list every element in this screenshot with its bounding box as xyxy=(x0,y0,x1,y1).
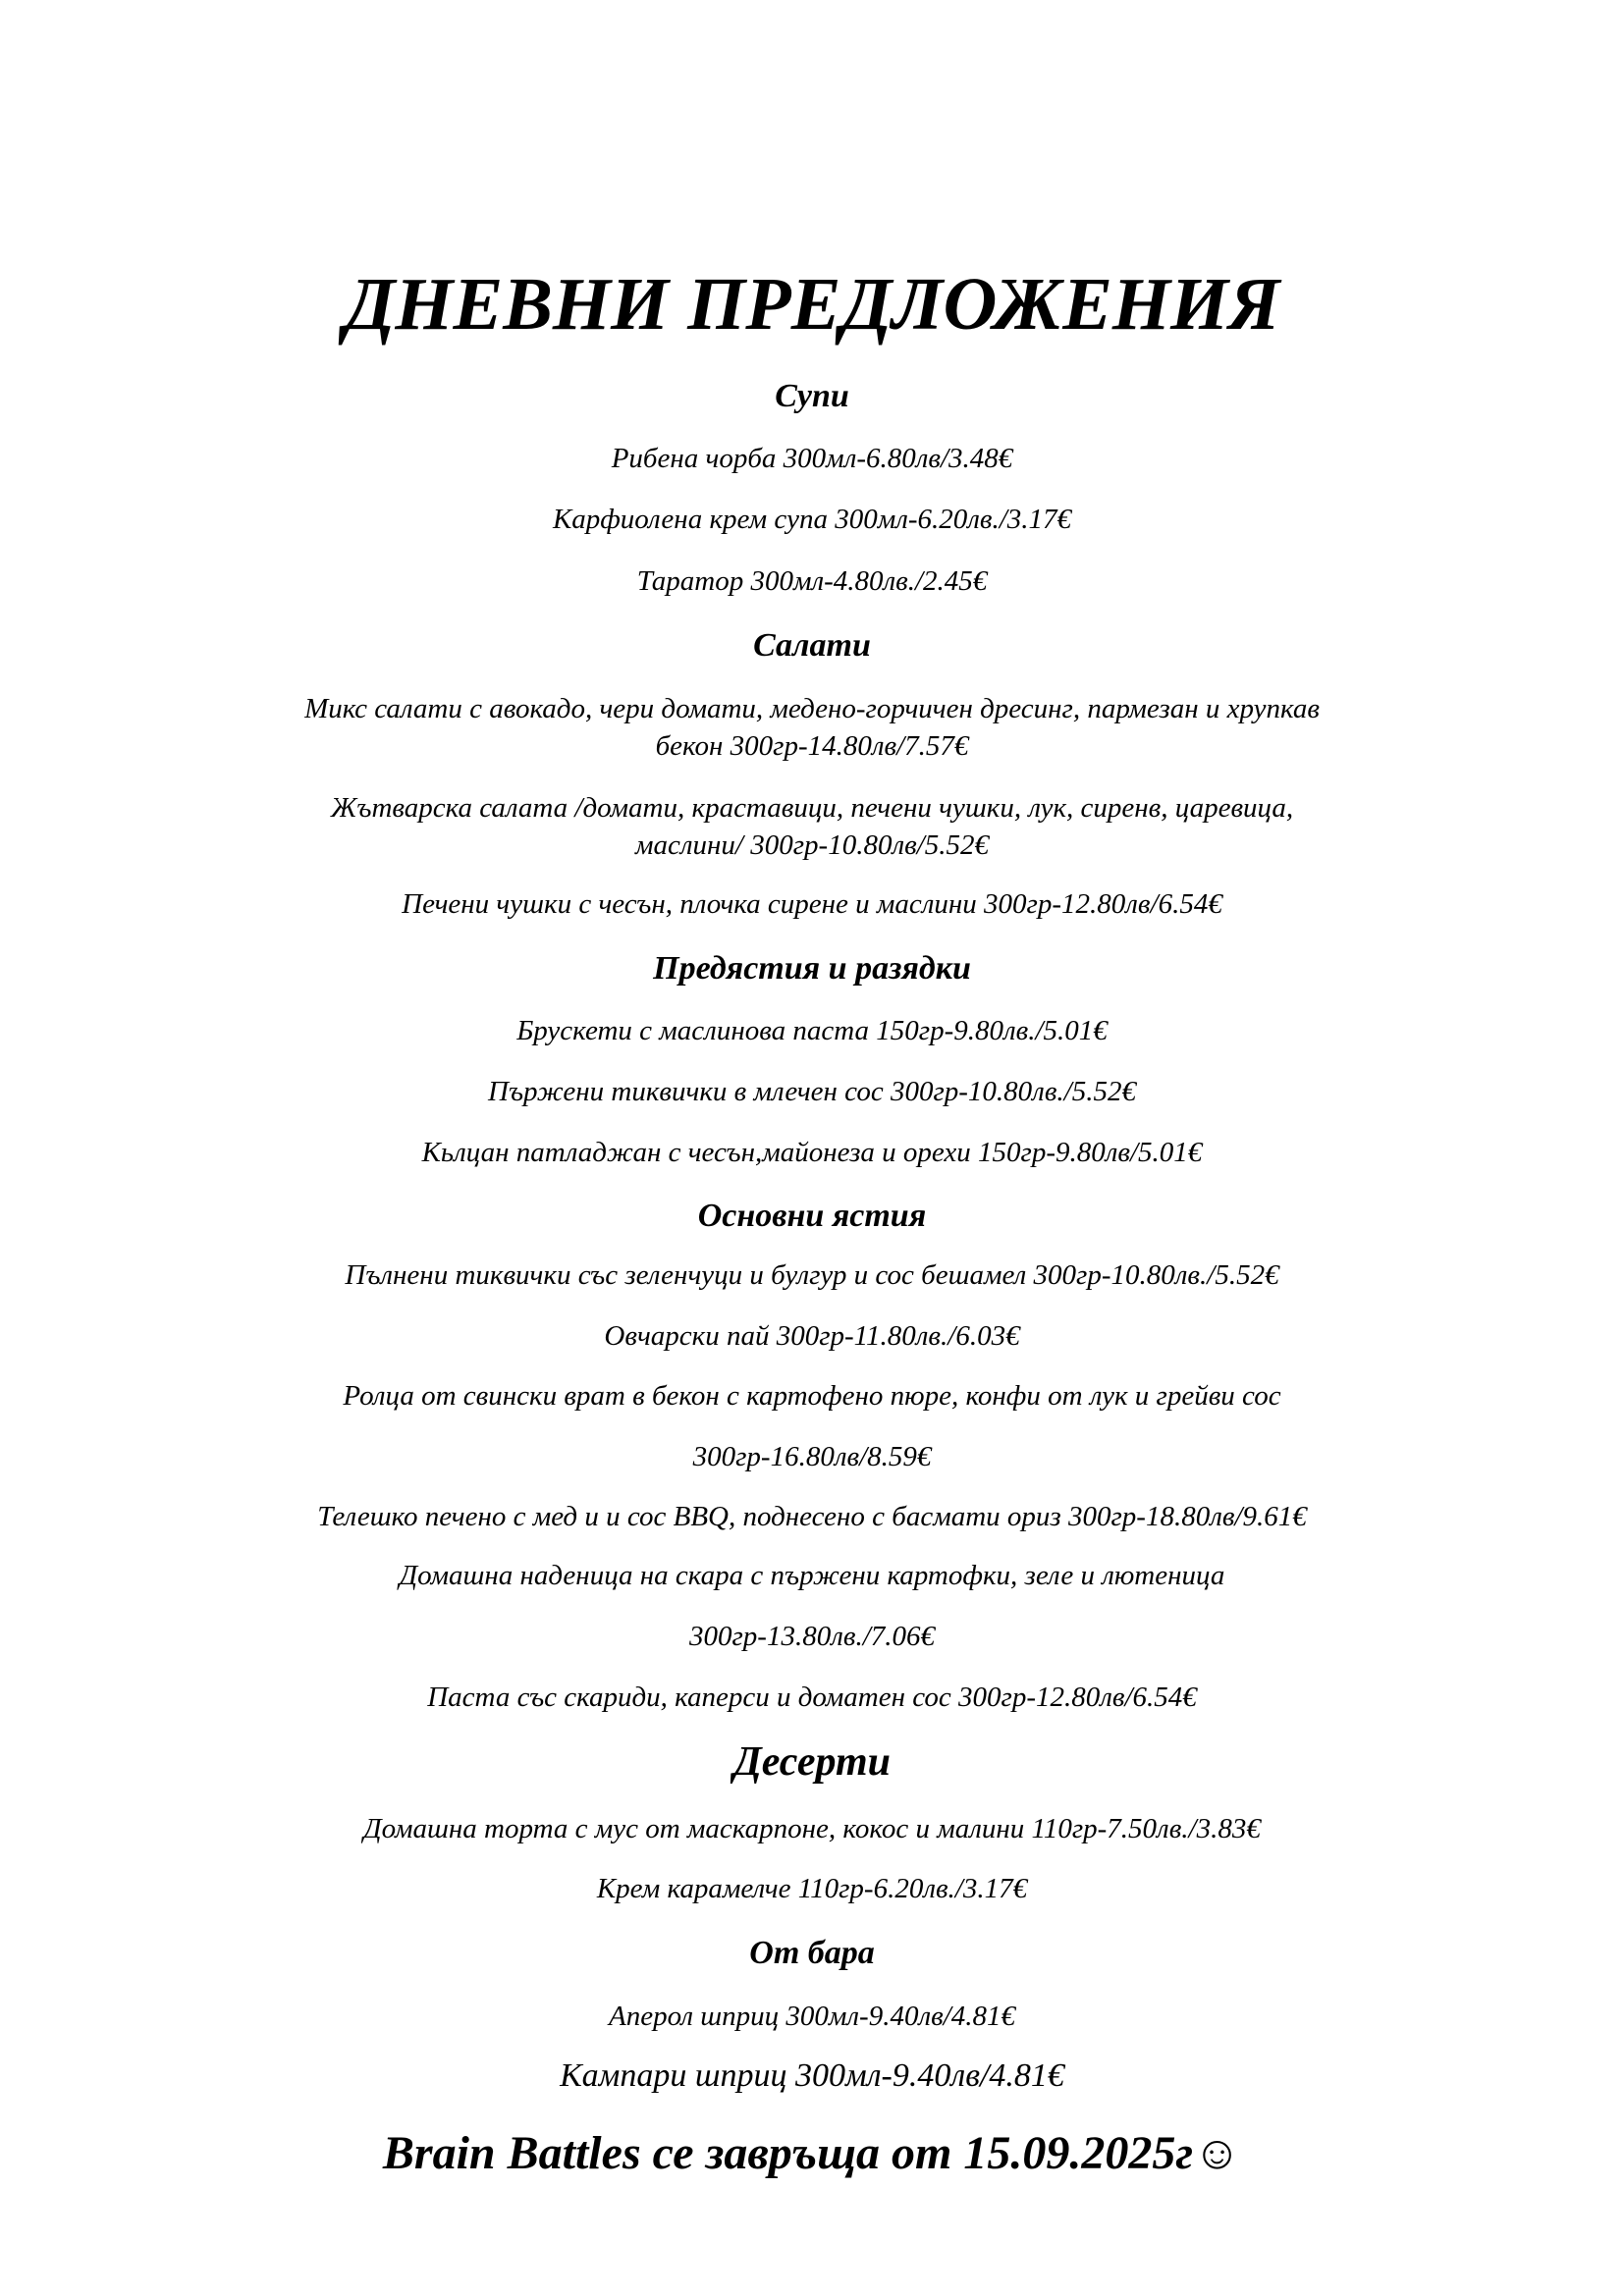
menu-item: Микс салати с авокадо, чери домати, медено-горчичен дресинг, пармезан и хрупкав xyxy=(304,693,1320,724)
menu-item-continuation: бекон 300гр-14.80лв/7.57€ xyxy=(655,730,969,762)
menu-item: Карфиолена крем супа 300мл-6.20лв./3.17€ xyxy=(552,504,1072,535)
menu-item: Пържени тиквички в млечен сос 300гр-10.80лв./5.52€ xyxy=(488,1076,1136,1107)
section-heading-desserts: Десерти xyxy=(733,1739,891,1785)
section-heading-starters: Предястия и разядки xyxy=(653,950,971,987)
section-heading-bar: От бара xyxy=(749,1935,875,1971)
menu-item: Аперол шприц 300мл-9.40лв/4.81€ xyxy=(608,2001,1015,2032)
menu-item: Брускети с маслинова паста 150гр-9.80лв./5.01€ xyxy=(516,1015,1108,1046)
menu-item: Таратор 300мл-4.80лв./2.45€ xyxy=(636,565,988,597)
page-title: ДНЕВНИ ПРЕДЛОЖЕНИЯ xyxy=(344,263,1280,346)
menu-item: Пълнени тиквички със зеленчуци и булгур и сос бешамел 300гр-10.80лв./5.52€ xyxy=(345,1259,1279,1291)
menu-item: Ролца от свински врат в бекон с картофено пюре, конфи от лук и грейви сос xyxy=(343,1380,1281,1412)
announcement-footer: Brain Battles се завръща от 15.09.2025г☺ xyxy=(382,2127,1242,2179)
section-heading-main-courses: Основни ястия xyxy=(697,1198,927,1234)
menu-item: Домашна наденица на скара с пържени картофки, зеле и лютеница xyxy=(399,1560,1225,1591)
menu-item: Жътварска салата /домати, краставици, печени чушки, лук, сиренв, царевица, xyxy=(330,792,1294,824)
menu-item: Телешко печено с мед и и сос BBQ, поднесено с басмати ориз 300гр-18.80лв/9.61€ xyxy=(317,1501,1307,1532)
menu-item-continuation: 300гр-13.80лв./7.06€ xyxy=(688,1621,935,1652)
menu-item: Кьлцан патладжан с чесън,майонеза и орехи 150гр-9.80лв/5.01€ xyxy=(421,1137,1203,1168)
section-heading-salads: Салати xyxy=(753,627,871,664)
menu-item: Кампари шприц 300мл-9.40лв/4.81€ xyxy=(560,2057,1064,2094)
menu-item: Овчарски пай 300гр-11.80лв./6.03€ xyxy=(604,1320,1020,1352)
section-heading-soups: Супи xyxy=(775,378,849,414)
menu-item: Крем карамелче 110гр-6.20лв./3.17€ xyxy=(596,1873,1028,1904)
menu-item: Домашна торта с мус от маскарпоне, кокос и малини 110гр-7.50лв./3.83€ xyxy=(363,1813,1261,1844)
menu-item-continuation: 300гр-16.80лв/8.59€ xyxy=(692,1441,932,1472)
menu-item: Рибена чорба 300мл-6.80лв/3.48€ xyxy=(611,443,1013,474)
menu-item: Печени чушки с чесън, плочка сирене и маслини 300гр-12.80лв/6.54€ xyxy=(402,888,1222,920)
menu-item: Паста със скариди, каперси и доматен сос 300гр-12.80лв/6.54€ xyxy=(427,1682,1197,1713)
menu-item-continuation: маслини/ 300гр-10.80лв/5.52€ xyxy=(635,829,989,861)
